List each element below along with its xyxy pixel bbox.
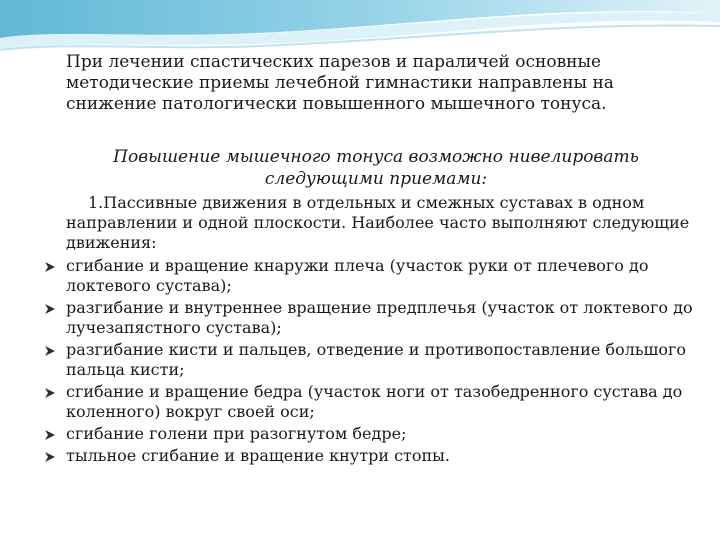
section-subtitle xyxy=(66,146,686,190)
arrowhead-bullet-icon xyxy=(44,345,56,357)
list-item-text: сгибание и вращение бедра (участок ноги от тазобедренного сустава до коленного) вокруг своей оси; xyxy=(66,382,683,421)
arrowhead-bullet-icon xyxy=(44,451,56,463)
subtitle-line-2: следующими приемами: xyxy=(264,169,488,189)
list-item-text: разгибание и внутреннее вращение предплечья (участок от локтевого до лучезапястного сустава); xyxy=(66,298,693,337)
list-item xyxy=(40,446,700,466)
arrowhead-bullet-icon xyxy=(44,303,56,315)
intro-paragraph: При лечении спастических парезов и параличей основные методические приемы лечебной гимнастики направлены на снижение патологически повышенного мышечного тонуса. xyxy=(66,52,614,114)
arrowhead-bullet-icon xyxy=(44,429,56,441)
list-item xyxy=(40,382,700,422)
arrowhead-bullet-icon xyxy=(44,261,56,273)
list-item xyxy=(40,298,700,338)
list-item xyxy=(40,424,700,444)
list-item-text: сгибание голени при разогнутом бедре; xyxy=(66,424,407,443)
list-item-text: разгибание кисти и пальцев, отведение и противопоставление большого пальца кисти; xyxy=(66,340,687,379)
list-item-text: тыльное сгибание и вращение кнутри стопы. xyxy=(66,446,450,465)
numbered-item-1: 1.Пассивные движения в отдельных и смежных суставах в одном направлении и одной плоскости. Наиболее часто выполняют следующие движения: xyxy=(66,193,690,252)
subtitle-line-1: Повышение мышечного тонуса возможно нивелировать xyxy=(113,147,639,167)
list-item-text: сгибание и вращение кнаружи плеча (участок руки от плечевого до локтевого сустава); xyxy=(66,256,649,295)
list-item xyxy=(40,256,700,296)
list-item xyxy=(40,340,700,380)
arrowhead-bullet-icon xyxy=(44,387,56,399)
movement-list xyxy=(40,256,700,468)
